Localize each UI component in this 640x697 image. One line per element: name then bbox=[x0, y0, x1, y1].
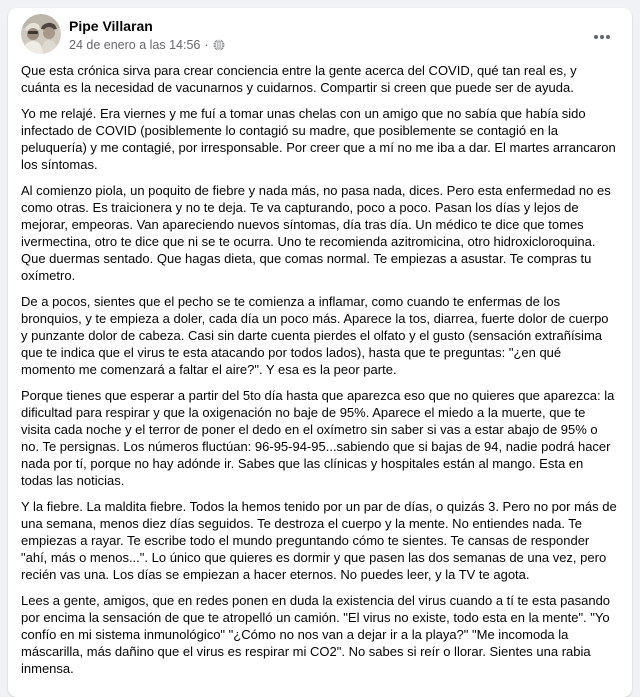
post-header bbox=[8, 8, 632, 54]
post-text bbox=[8, 54, 632, 691]
author-name-link[interactable]: Pipe Villaran bbox=[69, 18, 153, 34]
ellipsis-icon bbox=[600, 35, 604, 39]
facebook-post-card bbox=[8, 8, 632, 697]
profile-photo-icon bbox=[21, 14, 61, 54]
globe-icon bbox=[213, 39, 225, 51]
post-paragraph-2: Yo me relajé. Era viernes y me fuí a tomar unas chelas con un amigo que no sabía que había sido infectado de COVID (posiblemente lo contagió su madre, que posiblemente se contagió en la peluquería) y me contagié, por irresponsable. Por creer que a mí no me iba a dar. El martes arrancaron los síntomas. bbox=[21, 106, 616, 172]
post-author-block bbox=[69, 14, 586, 53]
avatar[interactable] bbox=[21, 14, 61, 54]
timestamp-link[interactable]: 24 de enero a las 14:56 bbox=[69, 38, 201, 52]
post-paragraph-7: Lees a gente, amigos, que en redes ponen en duda la existencia del virus cuando a tí te esta pasando por encima la sensación de que te atropelló un camión. "El virus no existe, todo esta en la mente". "Yo confío en mi sistema inmunológico" "¿Cómo no nos van a dejar ir a la playa?" "Me incomoda la máscarilla, más dañino que el virus es respirar mi CO2". No sabes si reír o llorar. Sientes una rabia inmensa. bbox=[21, 593, 611, 676]
post-paragraph-5: Porque tienes que esperar a partir del 5to día hasta que aparezca eso que no quieres que aparezca: la dificultad para respirar y que la oxigenación no baje de 95%. Aparece el miedo a la muerte, que te visita cada noche y el terror de poner el dedo en el oxímetro sin saber si vas a estar abajo de 95% o no. Te persignas. Los números fluctúan: 96-95-94-95...sabiendo que si bajas de 94, nadie podrá hacer nada por tí, porque no hay adónde ir. Sabes que las clínicas y hospitales están al mango. Esta en todas las noticias. bbox=[21, 388, 615, 488]
more-options-button[interactable] bbox=[586, 21, 618, 53]
post-paragraph-4: De a pocos, sientes que el pecho se te comienza a inflamar, como cuando te enfermas de los bronquios, y te empieza a doler, cada día un poco más. Aparece la tos, diarrea, fuerte dolor de cuerpo y punzante dolor de cabeza. Casi sin darte cuenta pierdes el olfato y el gusto (sensación extrañísima que te indica que el virus te esta atacando por todos lados), hasta que te preguntas: "¿en qué momento me comenzará a faltar el aire?". Y esa es la peor parte. bbox=[21, 294, 609, 377]
post-paragraph-6: Y la fiebre. La maldita fiebre. Todos la hemos tenido por un par de días, o quizás 3. Pero no por más de una semana, menos diez días seguidos. Te destroza el cuerpo y la mente. No entiendes nada. Te empiezas a rayar. Te escribe todo el mundo preguntando cómo te sientes. Te cansas de responder "ahí, más o menos...". Lo único que quieres es dormir y que pasen las dos semanas de una vez, pero recién vas una. Los días se empiezan a hacer eternos. No puedes leer, y la TV te agota. bbox=[21, 499, 617, 582]
timestamp-row bbox=[69, 37, 586, 53]
post-paragraph-1: Que esta crónica sirva para crear conciencia entre la gente acerca del COVID, qué tan real es, y cuánta es la necesidad de vacunarnos y cuidarnos. Compartir si creen que puede ser de ayuda. bbox=[21, 63, 577, 95]
timestamp-separator: · bbox=[204, 38, 209, 52]
post-paragraph-3: Al comienzo piola, un poquito de fiebre y nada más, no pasa nada, dices. Pero esta enfermedad no es como otras. Es traicionera y no te deja. Te va capturando, poco a poco. Pasan los días y lejos de mejorar, empeoras. Van apareciendo nuevos síntomas, día tras día. Un médico te dice que tomes ivermectina, otro te dice que ni se te ocurra. Uno te recomienda azitromicina, otro hidroxicloroquina. Que duermas sentado. Que hagas dieta, que comas normal. Te empiezas a asustar. Te compras tu oxímetro. bbox=[21, 183, 611, 283]
